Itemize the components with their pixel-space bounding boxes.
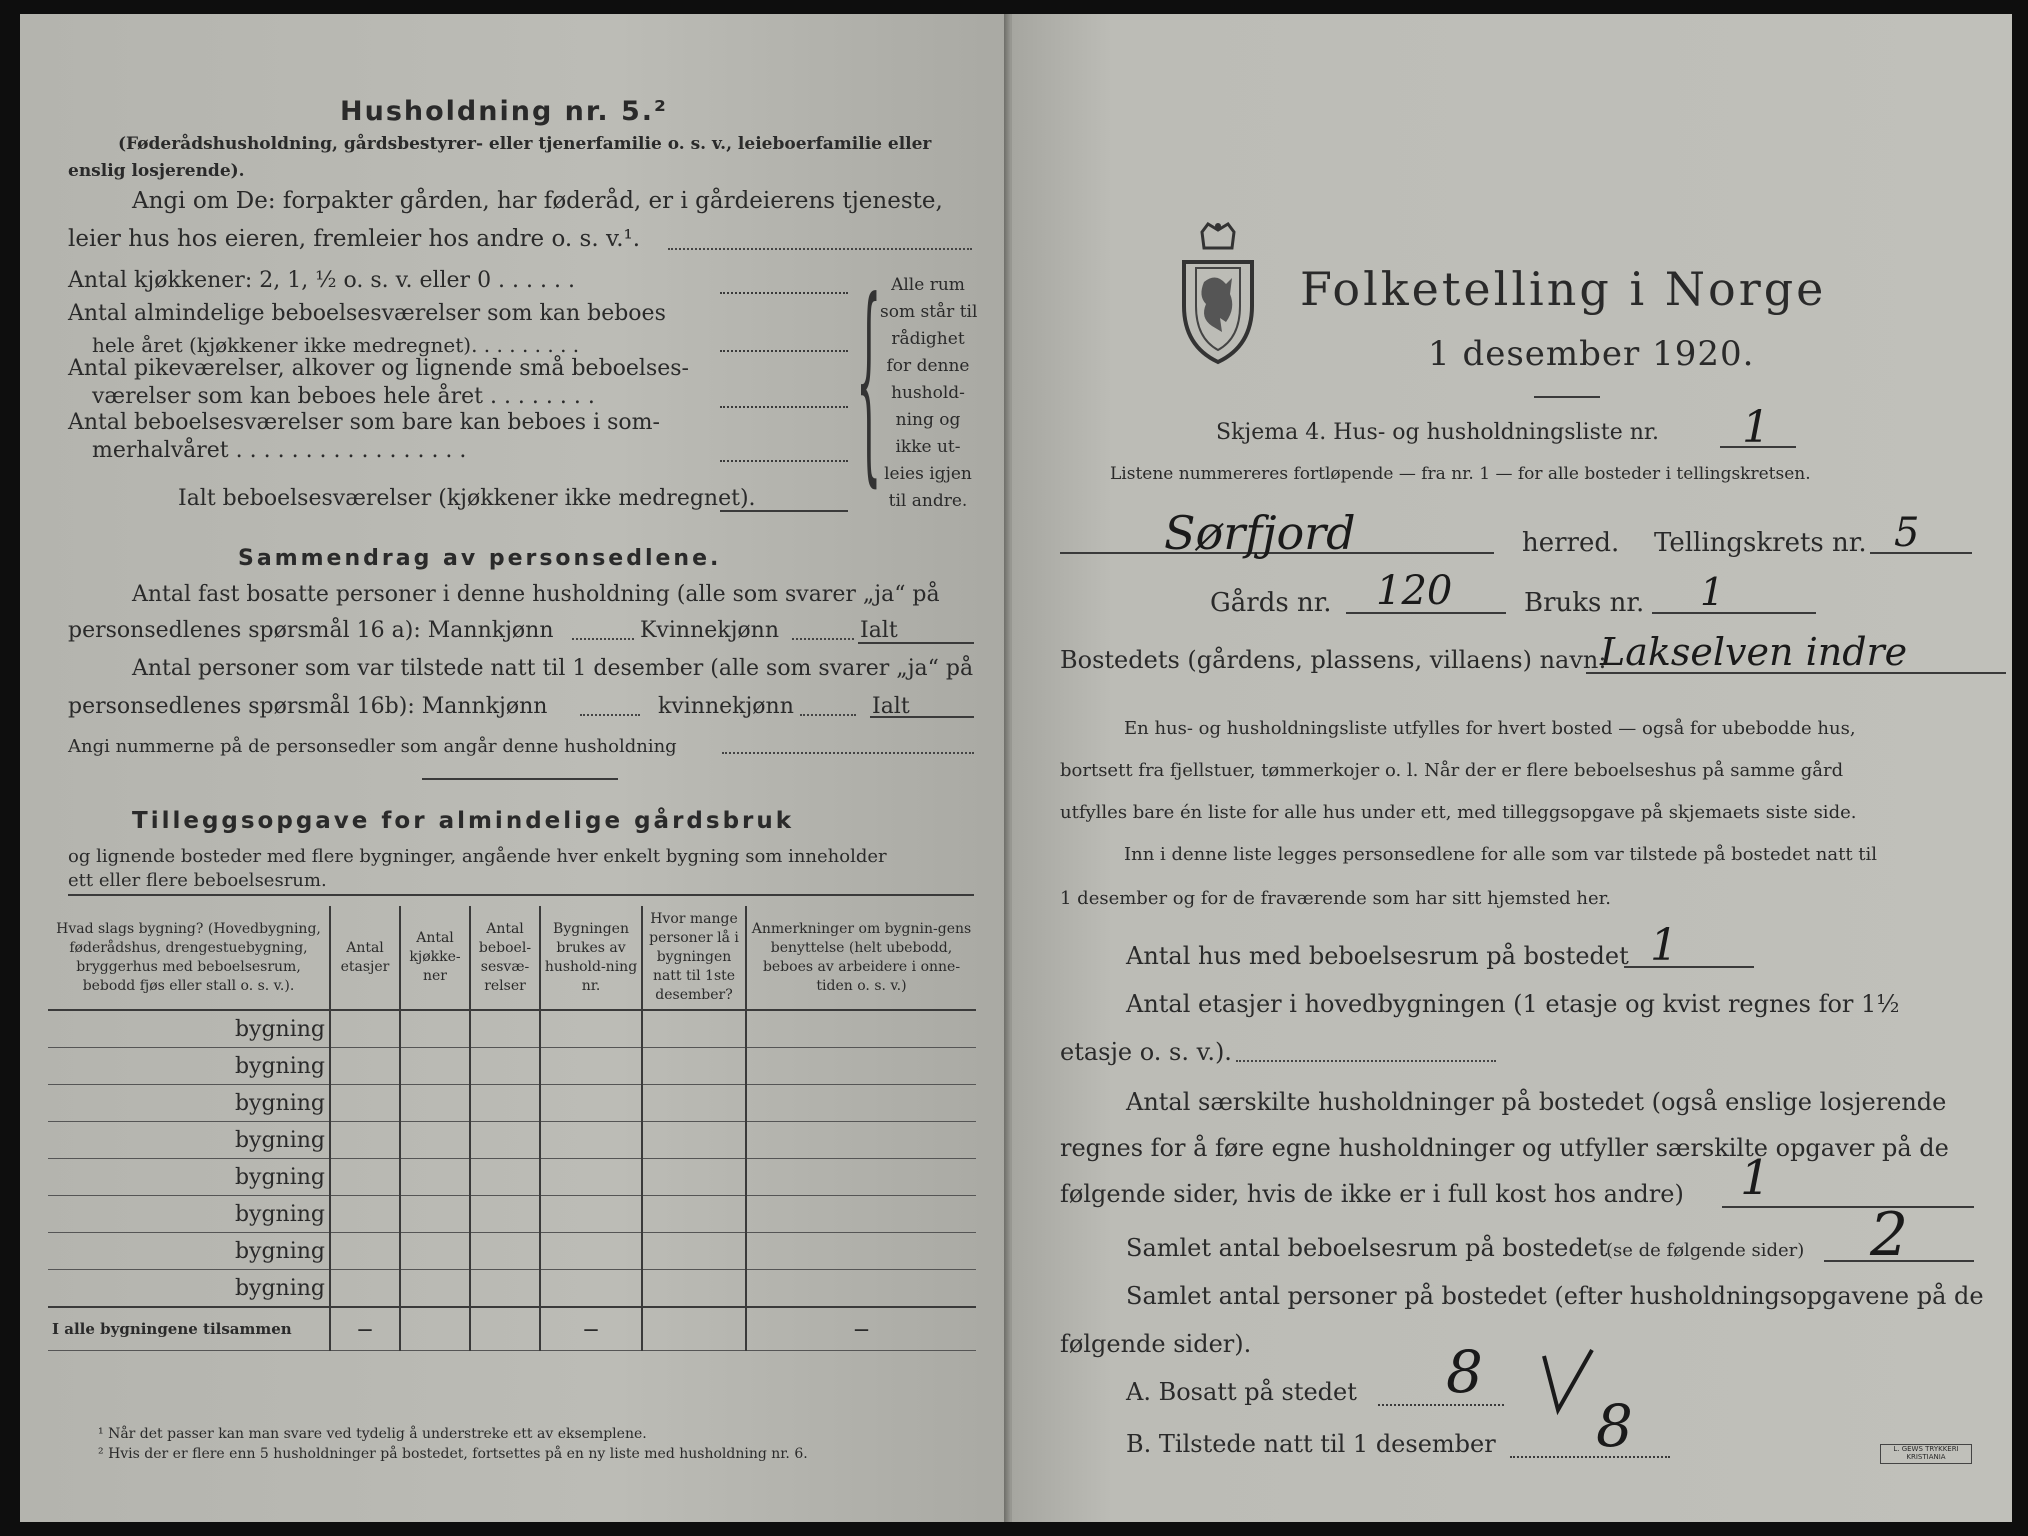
summary-present-line1: Antal personer som var tilstede natt til 1 desember (alle som svarer „ja“ på [132,656,974,681]
households-line2: regnes for å føre egne husholdninger og utfyller særskilte opgaver på de [1060,1134,1949,1162]
municipality-value: Sørfjord [1164,506,1356,560]
schema-label: Skjema 4. Hus- og husholdningsliste nr. [1216,420,1659,445]
farm-number-label: Gårds nr. [1210,588,1332,618]
total-rooms-label: Ialt beboelsesværelser (kjøkkener ikke medregnet). [178,486,756,511]
resident-value: 8 [1446,1338,1483,1406]
coat-of-arms-icon [1176,222,1260,366]
total-rooms-site-note: (se de følgende sider) [1606,1240,1805,1261]
table-header-row [48,906,976,1010]
question-summer-rooms-line2: merhalvåret . . . . . . . . . . . . . . . . . [92,438,467,463]
row-label: bygning [48,1159,330,1196]
total-persons-line1: Samlet antal personer på bostedet (efter husholdningsopgavene på de [1126,1282,1984,1310]
header-kitchens: Antal kjøkke-ner [400,906,470,1010]
summary-numbers-label: Angi nummerne på de personsedler som angår denne husholdning [68,736,677,757]
household-intro-line2: enslig losjerende). [68,161,245,181]
houses-line [1624,966,1754,968]
numbering-note: Listene nummereres fortløpende — fra nr. 1 — for alle bosteder i tellingskretsen. [1110,464,1811,484]
total-rooms-site-value: 2 [1870,1200,1909,1270]
question-rooms-line2: hele året (kjøkkener ikke medregnet). . . . . . . . . [92,333,580,357]
row-label: bygning [48,1010,330,1048]
table-row [48,1085,976,1122]
row-label: bygning [48,1048,330,1085]
floors-line1: Antal etasjer i hovedbygningen (1 etasje og kvist regnes for 1½ [1126,990,1900,1018]
brace-icon: { [856,259,882,509]
row-label: bygning [48,1122,330,1159]
row-label: bygning [48,1196,330,1233]
household-title: Husholdning nr. 5.² [340,96,668,127]
holding-number-label: Bruks nr. [1524,588,1645,618]
section-divider [422,778,618,780]
answer-line-kitchens [720,292,848,294]
question-small-rooms-line2: værelser som kan beboes hele året . . . . . . . . [92,384,595,409]
row-label: bygning [48,1270,330,1308]
present-male-line [580,714,640,716]
district-value: 5 [1894,510,1920,556]
header-rooms: Antal beboel-sesvæ-relser [470,906,540,1010]
present-label: B. Tilstede natt til 1 desember [1126,1430,1496,1458]
district-label: Tellingskrets nr. [1654,528,1867,558]
question-summer-rooms-line1: Antal beboelsesværelser som bare kan beboes i som- [68,410,660,435]
households-line1: Antal særskilte husholdninger på bostedet (også enslige losjerende [1126,1088,1947,1116]
total-persons-line2: følgende sider). [1060,1330,1252,1358]
place-name-value: Lakselven indre [1600,630,1908,674]
header-remarks: Anmerkninger om bygnin-gens benyttelse (helt ubebodd, beboes av arbeidere i onne-tiden o. s. v.) [746,906,976,1010]
header-household-no: Bygningen brukes av hushold-ning nr. [540,906,642,1010]
farm-number-value: 120 [1376,568,1453,614]
total-row-label: I alle bygningene tilsammen [48,1307,330,1351]
floors-line2: etasje o. s. v.). [1060,1038,1232,1066]
present-total-line [870,716,974,718]
total-floors-dash: — [330,1307,400,1351]
district-line [1870,552,1972,554]
table-row [48,1196,976,1233]
table-row [48,1270,976,1308]
title-divider [1534,396,1600,398]
households-line3: følgende sider, hvis de ikke er i full kost hos andre) [1060,1180,1684,1208]
answer-line-rooms [720,350,848,352]
angi-answer-line [668,248,972,250]
table-row [48,1122,976,1159]
footnote-2: ² Hvis der er flere enn 5 husholdninger på bostedet, fortsettes på en ny liste med husholdning nr. 6. [98,1446,808,1462]
total-remarks-dash: — [746,1307,976,1351]
census-date: 1 desember 1920. [1428,334,1755,374]
header-building-type: Hvad slags bygning? (Hovedbygning, føderådshus, drengestuebygning, bryggerhus med beboelsesrum, bebodd fjøs eller stall o. s. v.). [48,906,330,1010]
answer-line-total-rooms [720,510,848,512]
summary-numbers-line [722,752,974,754]
holding-number-value: 1 [1700,570,1725,614]
total-household-dash: — [540,1307,642,1351]
table-total-row [48,1307,976,1351]
printer-stamp: L. GEWS TRYKKERI KRISTIANIA [1880,1444,1972,1464]
summary-present-female: kvinnekjønn [658,694,794,719]
resident-label: A. Bosatt på stedet [1126,1378,1357,1406]
angi-line1: Angi om De: forpakter gården, har føderåd, er i gårdeierens tjeneste, [132,188,943,214]
houses-value: 1 [1650,920,1678,971]
supplement-title: Tilleggsopgave for almindelige gårdsbruk [132,808,795,834]
supplement-line1: og lignende bosteder med flere bygninger, angående hver enkelt bygning som inneholder [68,846,887,867]
schema-value: 1 [1742,402,1770,453]
instruction-line1: En hus- og husholdningsliste utfylles for hvert bosted — også for ubebodde hus, [1124,718,1856,739]
houses-label: Antal hus med beboelsesrum på bostedet [1126,942,1629,970]
present-value: 8 [1596,1392,1633,1460]
footnote-1: ¹ Når det passer kan man svare ved tydelig å understreke ett av eksemplene. [98,1426,647,1442]
summary-present-label: personsedlenes spørsmål 16b): Mannkjønn [68,694,548,719]
table-row [48,1010,976,1048]
question-small-rooms-line1: Antal pikeværelser, alkover og lignende små beboelses- [68,356,689,381]
row-label: bygning [48,1085,330,1122]
households-answer-line [1722,1206,1974,1208]
present-line [1510,1456,1670,1458]
summary-present-total: Ialt [872,694,910,719]
holding-number-line [1652,612,1816,614]
instruction-line4: Inn i denne liste legges personsedlene for alle som var tilstede på bostedet natt til [1124,844,1878,865]
instruction-line3: utfylles bare én liste for alle hus under ett, med tilleggsopgave på skjemaets siste side. [1060,802,1857,823]
answer-line-summer-rooms [720,460,848,462]
household-intro-line1: (Føderådshusholdning, gårdsbestyrer- eller tjenerfamilie o. s. v., leieboerfamilie eller [118,134,932,154]
angi-line2: leier hus hos eieren, fremleier hos andre o. s. v.¹. [68,226,641,252]
header-persons: Hvor mange personer lå i bygningen natt til 1ste desember? [642,906,746,1010]
present-female-line [800,714,856,716]
table-row [48,1048,976,1085]
buildings-table [48,906,976,1351]
table-top-line [68,894,974,896]
census-title: Folketelling i Norge [1300,262,1827,316]
table-row [48,1159,976,1196]
resident-male-line [572,638,634,640]
total-rooms-site-label: Samlet antal beboelsesrum på bostedet [1126,1234,1608,1262]
question-kitchens: Antal kjøkkener: 2, 1, ½ o. s. v. eller 0 . . . . . . [68,268,575,293]
instruction-line5: 1 desember og for de fraværende som har sitt hjemsted her. [1060,888,1611,909]
summary-resident-total: Ialt [860,618,898,643]
summary-title: Sammendrag av personsedlene. [238,546,722,571]
floors-answer-line [1236,1060,1496,1062]
instruction-line2: bortsett fra fjellstuer, tømmerkojer o. l. Når der er flere beboelseshus på samme gård [1060,760,1844,781]
resident-total-line [858,642,974,644]
check-mark-icon [1540,1346,1600,1416]
rooms-note: Alle rum som står til rådighet for denne hushold- ning og ikke ut- leies igjen til andre. [880,275,978,511]
question-rooms-line1: Antal almindelige beboelsesværelser som kan beboes [68,301,666,326]
place-name-label: Bostedets (gårdens, plassens, villaens) navn: [1060,646,1607,674]
summary-resident-line1: Antal fast bosatte personer i denne husholdning (alle som svarer „ja“ på [132,582,940,607]
table-row [48,1233,976,1270]
summary-resident-label: personsedlenes spørsmål 16 a): Mannkjønn [68,618,554,643]
summary-resident-female: Kvinnekjønn [640,618,779,643]
row-label: bygning [48,1233,330,1270]
resident-female-line [792,638,854,640]
municipality-label: herred. [1522,528,1620,558]
households-value: 1 [1740,1150,1771,1206]
header-floors: Antal etasjer [330,906,400,1010]
answer-line-small-rooms [720,406,848,408]
resident-line [1378,1404,1504,1406]
supplement-line2: ett eller flere beboelsesrum. [68,870,327,891]
